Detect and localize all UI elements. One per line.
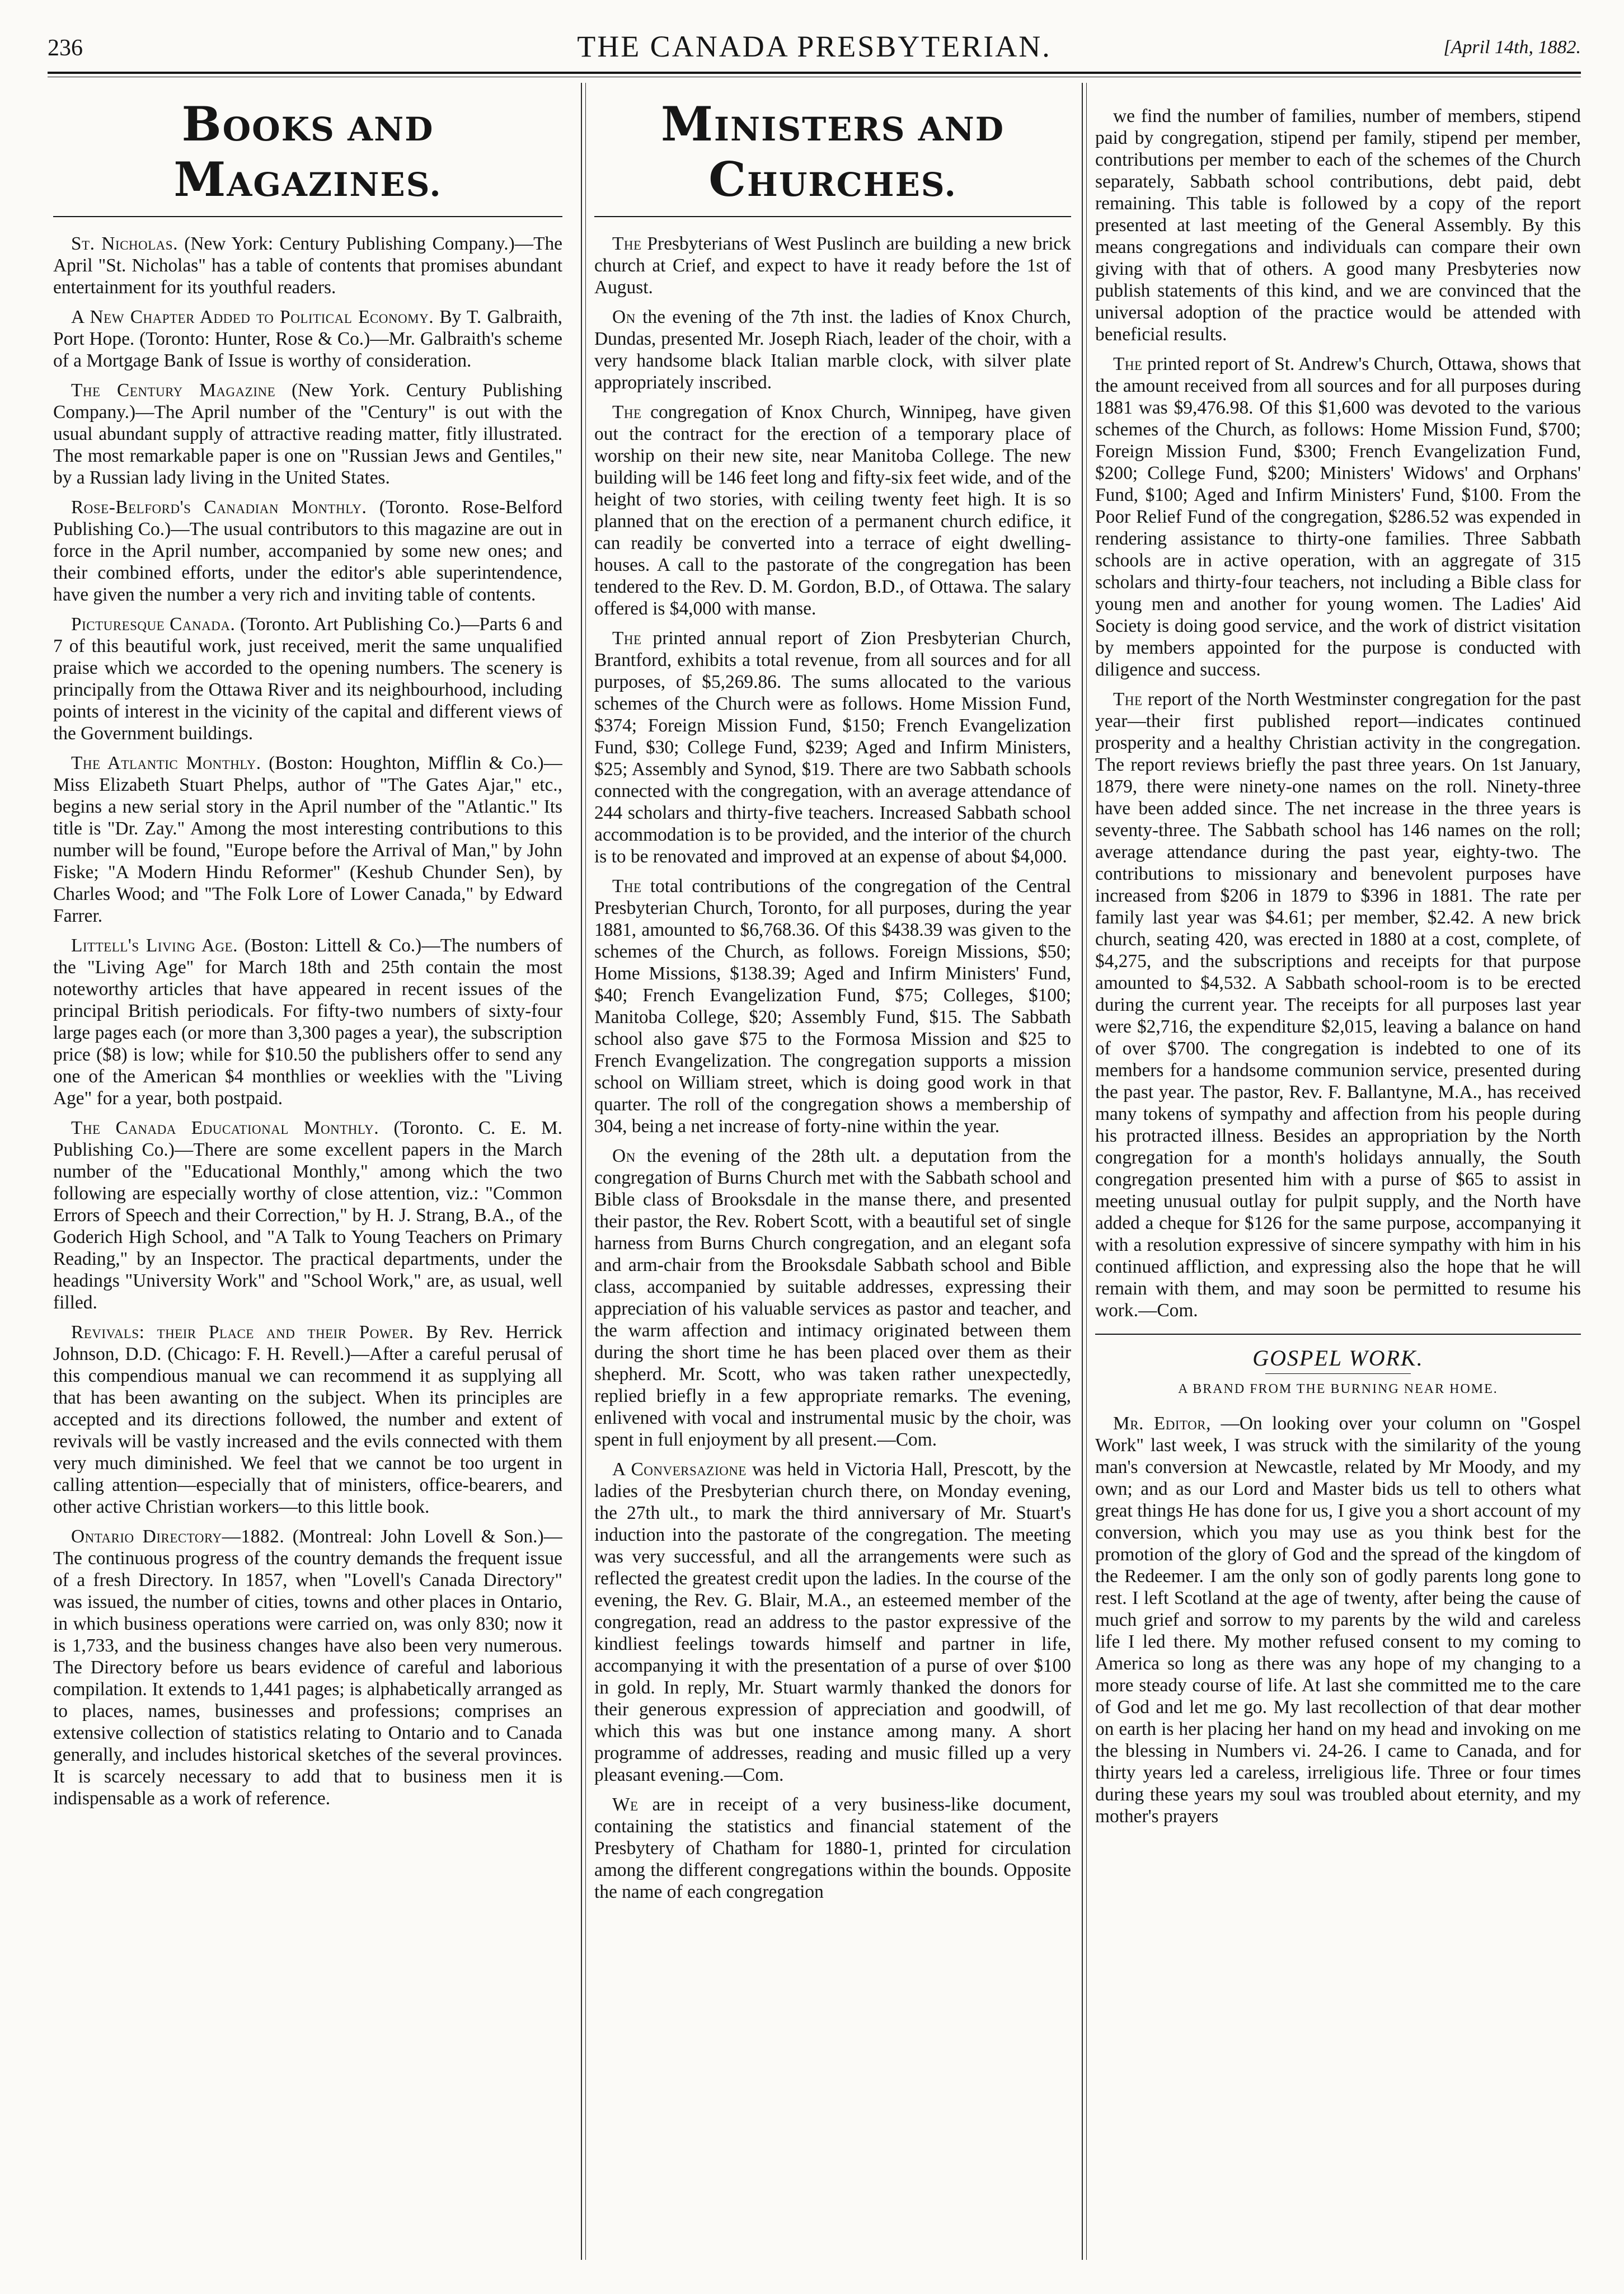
gospel-work-title: GOSPEL WORK. [1252, 1345, 1424, 1371]
article-paragraph [594, 1458, 1071, 1786]
paragraph-lead: The Century Magazine [71, 380, 276, 401]
paragraph-lead: Littell's Living Age. [71, 935, 238, 956]
ministers-and-churches-heading: MINISTERS AND CHURCHES. [594, 96, 1071, 217]
article-paragraph [53, 1117, 562, 1313]
paragraph-text: we find the number of families, number of members, stipend paid by congregation, stipend per family, stipend per member, contributions per member to each of the schemes of the Church separately, Sabbath school contributions, debt paid, debt remaining. This table is followed by a copy of the report presented at last meeting of the General Assembly. By this means congregations and individuals can compare their own giving with that of others. A good many Presbyteries now publish statements of this kind, and we are convinced that the universal adoption of the practice would be attended with beneficial results. [1095, 106, 1581, 345]
column-divider [581, 83, 582, 2260]
paragraph-lead: A Conversazione [612, 1459, 747, 1480]
paragraph-lead: The [612, 628, 642, 649]
article-paragraph [594, 401, 1071, 620]
paragraph-text: By Rev. Herrick Johnson, D.D. (Chicago: F. H. Revell.)—After a careful perusal of this compendious manual we can recommend it as supplying all that has been awanting on the subject. When its principles are accepted and its directions followed, the number and extent of revivals will be vastly increased and the evils connected with them very much diminished. We feel that we cannot be too urgent in calling attention—especially that of ministers, office-bearers, and other active Christian workers—to this little book. [53, 1322, 562, 1517]
paragraph-text: congregation of Knox Church, Winnipeg, have given out the contract for the erection of a temporary place of worship on their new site, near Manitoba College. The new building will be 146 feet long and fifty-six feet wide, and of the height of two stories, with ceiling twenty feet high. It is so planned that on the erection of a permanent church edifice, it can readily be converted into a terrace of eight dwelling-houses. A call to the pastorate of the congregation has been tendered to the Rev. D. M. Gordon, B.D., of Ottawa. The salary offered is $4,000 with manse. [594, 402, 1071, 619]
article-paragraph [53, 233, 562, 298]
paragraph-text: —On looking over your column on "Gospel Work" last week, I was struck with the similarity of the young man's conversion at Newcastle, related by Mr Moody, and my own; and as our Lord and Master bids us tell to others what great things He has done for us, I give you a short account of my conversion, which you may use as you think best for the promotion of the glory of God and the spread of the kingdom of the Redeemer. I am the only son of godly parents long gone to rest. I left Scotland at the age of twenty, after being the cause of much grief and sorrow to my parents by the wild and careless life I led there. My mother refused consent to my coming to America so long as there was any hope of my changing to a more steady course of life. At last she committed me to the care of God and let me go. My last recollection of that dear mother on earth is her placing her hand on my head and invoking on me the blessing in Numbers vi. 24-26. I came to Canada, and for thirty years led a careless, irreligious life. Three or four times during these years my soul was troubled about eternity, and my mother's prayers [1095, 1413, 1581, 1827]
paragraph-lead: Revivals: their Place and their Power. [71, 1322, 414, 1343]
gospel-work-subtitle: A BRAND FROM THE BURNING NEAR HOME. [1178, 1382, 1498, 1396]
page-number: 236 [48, 35, 83, 61]
paragraph-lead: St. Nicholas. [71, 233, 178, 254]
books-and-magazines-column [53, 90, 562, 2255]
continued-column [1095, 90, 1581, 2255]
paragraph-text: Presbyterians of West Puslinch are building a new brick church at Crief, and expect to have it ready before the 1st of August. [594, 233, 1071, 298]
journal-title: THE CANADA PRESBYTERIAN. [577, 30, 1052, 63]
paragraph-text: (New York. Century Publishing Company.)—The April number of the "Century" is out with the usual abundant supply of attractive reading matter, fitly illustrated. The most remarkable paper is one on "Russian Jews and Gentiles," by a Russian lady living in the United States. [53, 380, 562, 488]
paragraph-lead: The Atlantic Monthly. [71, 753, 261, 773]
paragraph-text: (Boston: Littell & Co.)—The numbers of the "Living Age" for March 18th and 25th contain the most noteworthy articles that have appeared in recent issues of the principal British periodicals. For fifty-two numbers of sixty-four large pages each (or more than 3,300 pages a year), the subscription price ($8) is low; while for $10.50 the publishers offer to send any one of the American $4 monthlies or weeklies with the "Living Age" for a year, both postpaid. [53, 935, 562, 1109]
paragraph-text: printed report of St. Andrew's Church, Ottawa, shows that the amount received from all sources and for all purposes during 1881 was $9,476.98. Of this $1,600 was devoted to the various schemes of the Church, as follows: Home Mission Fund, $700; Foreign Mission Fund, $300; French Evangelization Fund, $200; College Fund, $200; Ministers' Widows' and Orphans' Fund, $100; Aged and Infirm Ministers' Fund, $100. From the Poor Relief Fund of the congregation, $286.52 was expended in rendering assistance to thirty-one families. Three Sabbath schools are in active operation, with an aggregate of 315 scholars and thirty-four teachers, not including a Bible class for young men and another for young women. The Ladies' Aid Society is doing good service, and the work of district visitation by members appointed for the purpose is conducted with diligence and success. [1095, 354, 1581, 680]
article-paragraph [594, 1794, 1071, 1903]
header-rule [48, 72, 1581, 74]
paragraph-text: was held in Victoria Hall, Prescott, by the ladies of the Presbyterian church there, on Monday evening, the 27th ult., to mark the third anniversary of Mr. Stuart's induction into the pastorate of the congregation. The meeting was very successful, and all the arrangements were such as reflected the greatest credit upon the ladies. In the course of the evening, the Rev. G. Blair, M.A., an esteemed member of the congregation, read an address to the pastor expressive of the kindliest feelings towards himself and partner in life, accompanying it with the presentation of a purse of over $100 in gold. In reply, Mr. Stuart warmly thanked the donors for their generous expression of appreciation and goodwill, of which this was but one instance among many. A short programme of addresses, reading and music filled up a very pleasant evening.—Com. [594, 1459, 1071, 1785]
paragraph-lead: The Canada Educational Monthly. [71, 1118, 379, 1138]
paragraph-text: the evening of the 7th inst. the ladies of Knox Church, Dundas, presented Mr. Joseph Riach, leader of the choir, with a very handsome black Italian marble clock, with silver plate appropriately inscribed. [594, 307, 1071, 393]
paragraph-text: (Montreal: John Lovell & Son.)—The continuous progress of the country demands the frequent issue of a fresh Directory. In 1857, when "Lovell's Canada Directory" was issued, the number of cities, towns and other places in Ontario, in which business operations were carried on, was only 830; now it is 1,733, and the business changes have also been very numerous. The Directory before us bears evidence of careful and laborious compilation. It extends to 1,441 pages; is alphabetically arranged as to places, names, businesses and professions; comprises an extensive collection of statistics relating to Ontario and to Canada generally, and includes historical sketches of the several provinces. It is scarcely necessary to add that to business men it is indispensable as a work of reference. [53, 1526, 562, 1809]
book-notices [53, 233, 562, 1809]
paragraph-lead: Rose-Belford's Canadian Monthly. [71, 497, 367, 518]
paragraph-lead: The [612, 402, 642, 423]
issue-date: [April 14th, 1882. [1443, 37, 1581, 58]
paragraph-lead: The [612, 233, 642, 254]
article-paragraph [1095, 1413, 1581, 1827]
article-paragraph [594, 1145, 1071, 1451]
paragraph-lead: On [612, 307, 636, 327]
paragraph-text: By T. Galbraith, Port Hope. (Toronto: Hunter, Rose & Co.)—Mr. Galbraith's scheme of a Mortgage Bank of Issue is worthy of consideration. [53, 307, 562, 371]
article-paragraph [53, 1526, 562, 1809]
article-paragraph [53, 379, 562, 489]
paragraph-text: (Boston: Houghton, Mifflin & Co.)—Miss Elizabeth Stuart Phelps, author of "The Gates Ajar," etc., begins a new serial story in the April number of the "Atlantic." Its title is "Dr. Zay." Among the most interesting contributions to this number will be found, "Europe before the Arrival of Man," by John Fiske; "A Modern Hindu Reformer" (Keshub Chunder Sen), by Charles Wood; and "The Folk Lore of Lower Canada," by Edward Farrer. [53, 753, 562, 926]
gospel-work-letter [1095, 1413, 1581, 1827]
paragraph-text: total contributions of the congregation of the Central Presbyterian Church, Toronto, for all purposes, during the year 1881, amounted to $6,768.36. Of this $438.39 was given to the schemes of the Church, as follows. Foreign Missions, $50; Home Missions, $138.39; Aged and Infirm Ministers' Fund, $40; French Evangelization Fund, $75; Colleges, $100; Manitoba College, $20; Assembly Fund, $15. The Sabbath school also gave $75 to the Formosa Mission and $25 to French Evangelization. The congregation supports a mission school on William street, which is doing good work in that quarter. The roll of the congregation shows a membership of 304, being a net increase of forty-nine within the year. [594, 876, 1071, 1137]
paragraph-lead: Ontario Directory—1882. [71, 1526, 285, 1547]
paragraph-lead: The [612, 876, 642, 897]
paragraph-lead: Mr. Editor, [1113, 1413, 1211, 1434]
title-underline [1265, 1373, 1411, 1374]
article-paragraph [594, 306, 1071, 393]
article-paragraph [594, 875, 1071, 1137]
article-paragraph [53, 1321, 562, 1518]
books-and-magazines-heading: BOOKS AND MAGAZINES. [53, 96, 562, 217]
article-paragraph [53, 935, 562, 1109]
column-divider [1082, 83, 1083, 2260]
church-news-continued [1095, 105, 1581, 1321]
paragraph-lead: We [612, 1794, 639, 1815]
section-divider [1095, 1334, 1581, 1335]
paragraph-text: (Toronto. C. E. M. Publishing Co.)—There are some excellent papers in the March number of the "Educational Monthly," among which the two following are especially worthy of close attention, viz.: "Common Errors of Speech and their Correction," by H. J. Strang, B.A., of the Goderich High School, and "A Talk to Young Teachers on Primary Reading," by an Inspector. The practical departments, under the headings "University Work" and "School Work," are, as usual, well filled. [53, 1118, 562, 1313]
article-paragraph [594, 233, 1071, 298]
article-paragraph [53, 496, 562, 606]
paragraph-lead: The [1113, 354, 1143, 374]
paragraph-lead: Picturesque Canada. [71, 614, 236, 635]
page-header [48, 29, 1581, 68]
article-paragraph [1095, 688, 1581, 1321]
paragraph-lead: The [1113, 689, 1143, 710]
article-paragraph [53, 306, 562, 372]
article-paragraph [53, 613, 562, 744]
paragraph-lead: On [612, 1146, 636, 1166]
church-news-items [594, 233, 1071, 1903]
paragraph-text: (New York: Century Publishing Company.)—The April "St. Nicholas" has a table of contents that promises abundant entertainment for its youthful readers. [53, 233, 562, 298]
article-paragraph [594, 627, 1071, 867]
paragraph-text: report of the North Westminster congregation for the past year—their first published report—indicates continued prosperity and a healthy Christian activity in the congregation. The report reviews briefly the past three years. On 1st January, 1879, there were ninety-one names on the roll. Ninety-three have been added since. The net increase in the three years is seventy-three. The Sabbath school has 146 names on the roll; average attendance during the past year, eighty-two. The contributions to missionary and benevolent purposes have increased from $206 in 1879 to $396 in 1881. The rate per family last year was $4.61; per member, $2.42. A new brick church, seating 420, was erected in 1880 at a cost, complete, of $4,275, and the subscriptions and receipts for that purpose amounted to $4,532. A Sabbath school-room is to be erected during the current year. The receipts for all purposes last year were $2,716, the expenditure $2,015, leaving a balance on hand of over $700. The congregation is indebted to one of its members for a handsome communion service, presented during the past year. The pastor, Rev. F. Ballantyne, M.A., has received many tokens of sympathy and affection from his people during his protracted illness. Besides an appropriation by the North congregation for a month's holidays annually, the South congregation presented him with a purse of $65 to assist in meeting unusual outlay for pulpit supply, and the North have added a cheque for $126 for the same purpose, accompanying it with a resolution expressive of sincere sympathy with him in his continued affliction, and expressing also the hope that he will remain with them, and may soon be permitted to resume his work.—Com. [1095, 689, 1581, 1321]
paragraph-text: the evening of the 28th ult. a deputation from the congregation of Burns Church met with the Sabbath school and Bible class of Brooksdale in the manse there, and presented their pastor, the Rev. Robert Scott, with a beautiful set of single harness from Burns Church congregation, and an elegant sofa and arm-chair from the Brooksdale Sabbath school and Bible class, accompanied by suitable addresses, expressing their appreciation of his valuable services as pastor and teacher, and the warm affection and intimacy originated between them during the short time he has been placed over them as their shepherd. Mr. Scott, who was taken rather unexpectedly, replied briefly in a few appropriate remarks. The evening, enlivened with vocal and instrumental music by the choir, was spent in full enjoyment by all present.—Com. [594, 1146, 1071, 1450]
paragraph-text: (Toronto. Art Publishing Co.)—Parts 6 and 7 of this beautiful work, just received, merit the same unqualified praise which we accorded to the opening numbers. The scenery is principally from the Ottawa River and its neighbourhood, including points of interest in the vicinity of the capital and different views of the Government buildings. [53, 614, 562, 744]
article-paragraph [53, 752, 562, 927]
paragraph-text: printed annual report of Zion Presbyterian Church, Brantford, exhibits a total revenue, from all sources and for all purposes, of $5,269.86. The sums allocated to the various schemes of the Church were as follows. Home Mission Fund, $374; Foreign Mission Fund, $150; French Evangelization Fund, $30; College Fund, $239; Aged and Infirm Ministers, $25; Assembly and Synod, $19. There are two Sabbath schools connected with the congregation, with an average attendance of 244 scholars and thirty-five teachers. Increased Sabbath school accommodation is to be provided, and the interior of the church is to be renovated and improved at an expense of about $4,000. [594, 628, 1071, 867]
ministers-and-churches-column [594, 90, 1071, 2255]
paragraph-text: are in receipt of a very business-like document, containing the statistics and financial statement of the Presbytery of Chatham for 1880-1, printed for circulation among the different congregations within the bounds. Opposite the name of each congregation [594, 1794, 1071, 1902]
article-paragraph [1095, 105, 1581, 345]
article-paragraph [1095, 353, 1581, 681]
paragraph-text: (Toronto. Rose-Belford Publishing Co.)—The usual contributors to this magazine are out in force in the April number, accompanied by some new ones; and their combined efforts, under the editor's able superintendence, have given the number a very rich and inviting table of contents. [53, 497, 562, 605]
paragraph-lead: A New Chapter Added to Political Economy. [71, 307, 434, 327]
